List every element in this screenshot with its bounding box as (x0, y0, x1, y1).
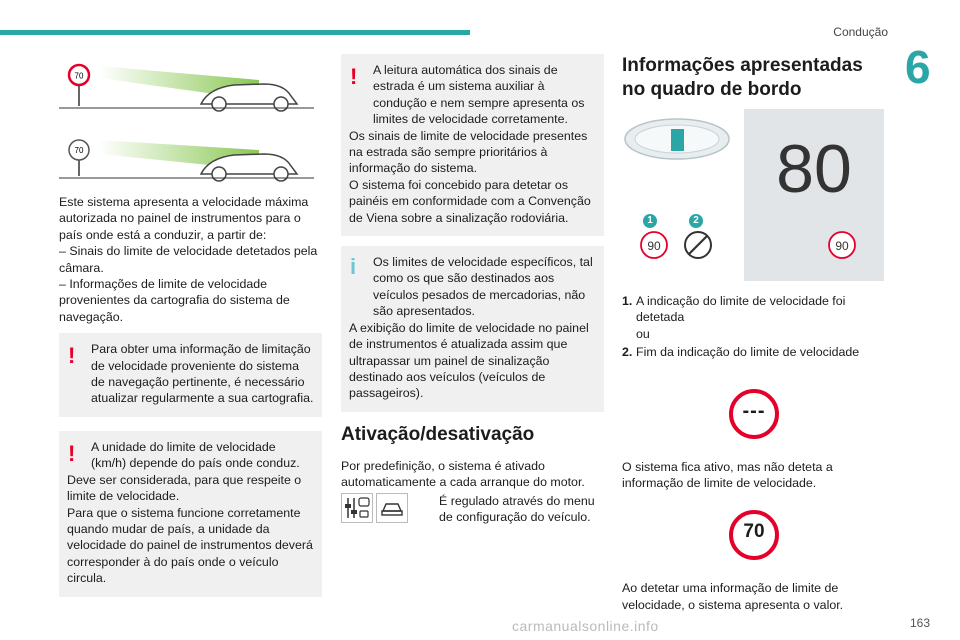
warning-icon: ! (68, 343, 76, 369)
limit-sign-70 (729, 510, 779, 560)
warning-line: Deve ser considerada, para que respeite o limite de velocidade. (67, 472, 302, 504)
section-heading-display: Informações apresentadas no quadro de bordo (622, 55, 863, 100)
illustration-sign-navigation (59, 128, 322, 192)
warning-icon: ! (68, 440, 76, 466)
no-detection-text: O sistema fica ativo, mas não deteta a informação de limite de velocidade. (622, 459, 833, 491)
intro-paragraph: Este sistema apresenta a velocidade máxima autorizada no painel de instrumentos para o país onde está a conduzir, a partir de: (59, 195, 309, 242)
section-title: Condução (833, 25, 888, 39)
speed-sign-70-text: 70 (74, 146, 84, 155)
section-heading-activation: Ativação/desativação (341, 423, 535, 445)
intro-text (59, 194, 322, 325)
speed-sign-70-text: 70 (74, 71, 84, 81)
menu-note (341, 493, 604, 527)
no-limit-sign-text: --- (742, 399, 766, 422)
display-legend (622, 293, 884, 361)
warning-box-navigation (59, 333, 322, 417)
warning-box-units (59, 431, 322, 597)
illustration-sign-camera (59, 58, 322, 122)
intro-bullet-camera: – Sinais do limite de velocidade detetados pela câmara. (59, 244, 318, 275)
intro-bullet-navigation: – Informações de limite de velocidade provenientes da cartografia do sistema de navegação. (59, 277, 290, 324)
info-box-limits (341, 246, 604, 412)
column-left (59, 58, 322, 597)
warning-line: O sistema foi concebido para detetar os painéis em conformidade com a Convenção de Viena sobre a sinalização rodoviária. (349, 177, 591, 225)
column-middle (341, 54, 604, 527)
list-item (622, 293, 884, 342)
display-illustration (622, 109, 884, 285)
list-number: 1. (622, 294, 633, 308)
info-line: A exibição do limite de velocidade no painel de instrumentos é atualizada assim que ultrapassar um painel de sinalização destinado aos veículos (veículos de passageiros). (349, 320, 589, 401)
limit-sign-70-text: 70 (743, 521, 765, 543)
info-line: Os limites de velocidade específicos, tal como os que são destinados aos veículos pesados de mercadorias, não são apresentados. (373, 255, 593, 319)
warning-line: Para que o sistema funcione corretamente quando mudar de país, a unidade da velocidade do painel de instrumentos deverá corresponder à do país onde o veículo circula. (67, 505, 313, 586)
warning-box-reading (341, 54, 604, 236)
settings-menu-icon (341, 493, 373, 523)
warning-line: A leitura automática dos sinais de estrada é um sistema auxiliar à condução e nem sempre apresenta os limites de velocidade corretamente. (373, 63, 585, 127)
warning-line: A unidade do limite de velocidade (km/h) depende do país onde conduz. (91, 439, 300, 471)
list-text: A indicação do limite de velocidade foi detetada (636, 294, 846, 325)
header-accent-bar (0, 30, 470, 35)
vehicle-config-icon (376, 493, 408, 523)
speed-display-value: 80 (776, 131, 852, 207)
chapter-number: 6 (905, 41, 931, 93)
menu-note-text: É regulado através do menu de configuração do veículo. (439, 493, 595, 524)
detection-text: Ao detetar uma informação de limite de velocidade, o sistema apresenta o valor. (622, 581, 844, 612)
column-right (622, 54, 884, 613)
page-number: 163 (909, 616, 930, 630)
callout-2: 2 (693, 215, 699, 226)
callout-1: 1 (647, 215, 653, 226)
speed-sign-90: 90 (647, 239, 661, 253)
list-text: Fim da indicação do limite de velocidade (636, 345, 860, 360)
watermark: carmanualsonline.info (512, 618, 659, 634)
speed-sign-90-display: 90 (835, 239, 849, 253)
warning-line: Os sinais de limite de velocidade presentes na estrada são sempre prioritários à informação do sistema. (349, 128, 588, 176)
warning-text: Para obter uma informação de limitação de velocidade proveniente do sistema de navegação pertinente, é necessário atualizar regularmente a sua cartografia. (91, 342, 314, 406)
activation-text: Por predefinição, o sistema é ativado automaticamente a cada arranque do motor. (341, 458, 585, 490)
list-item (622, 344, 884, 360)
list-extra: ou (636, 326, 650, 341)
list-number: 2. (622, 345, 633, 360)
info-icon: i (350, 254, 357, 280)
no-limit-sign (729, 389, 779, 439)
warning-icon: ! (350, 64, 358, 89)
